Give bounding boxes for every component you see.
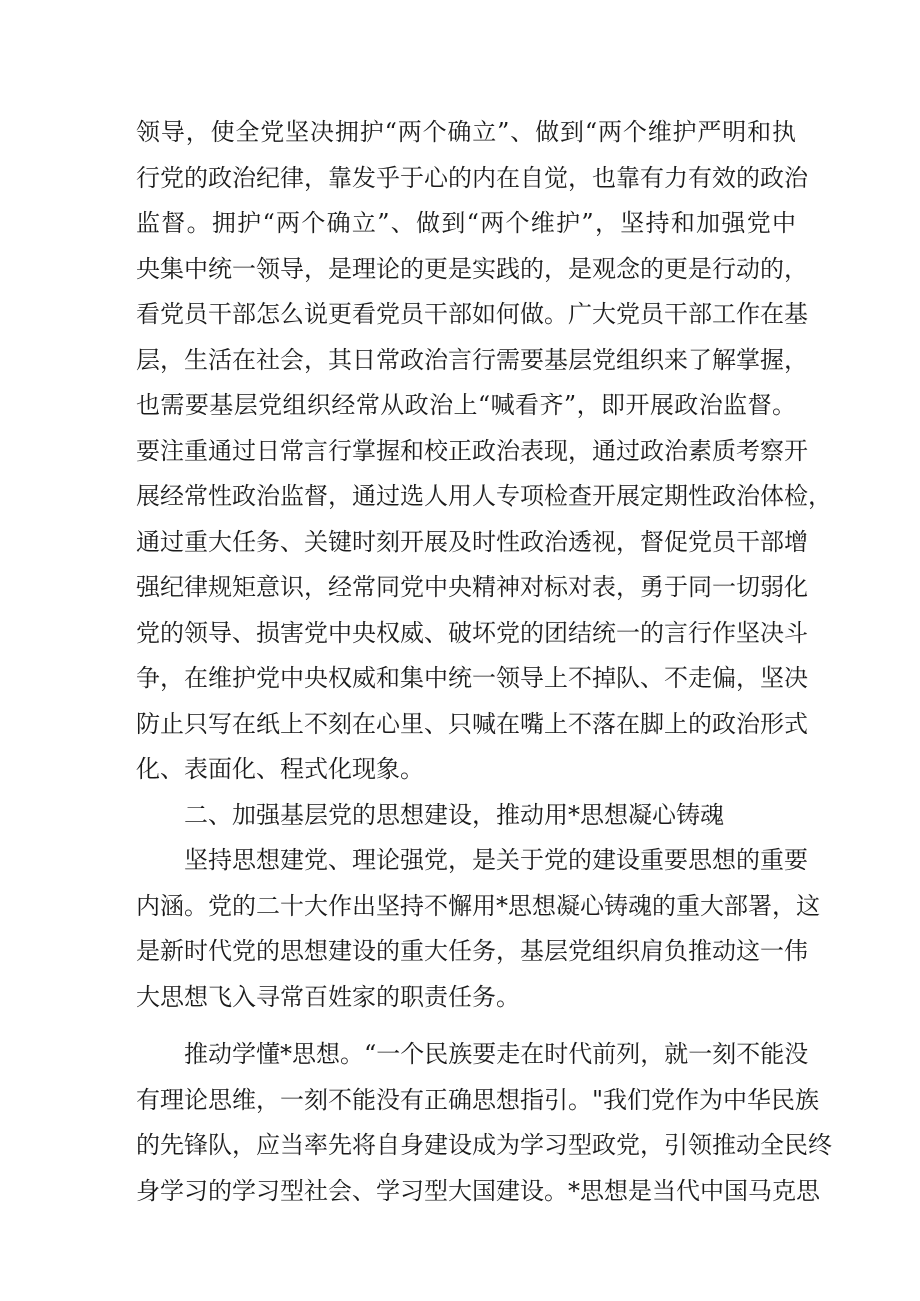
text-line: 防止只写在纸上不刻在心里、只喊在嘴上不落在脚上的政治形式	[136, 709, 808, 738]
text-line: 坚持思想建党、理论强党，是关于党的建设重要思想的重要	[184, 846, 808, 874]
text-line: 化、表面化、程式化现象。	[136, 755, 424, 783]
text-line: 通过重大任务、关键时刻开展及时性政治透视，督促党员干部增	[136, 527, 808, 556]
paragraph-continued	[136, 110, 832, 793]
text-line: 也需要基层党组织经常从政治上“喊看齐”，即开展政治监督。	[136, 391, 796, 419]
text-line: 行党的政治纪律，靠发乎于心的内在自觉，也靠有力有效的政治	[136, 163, 808, 192]
text-line: 是新时代党的思想建设的重大任务，基层党组织肩负推动这一伟	[136, 937, 808, 965]
paragraph-gap	[136, 1020, 796, 1032]
text-line: 监督。拥护“两个确立”、做到“两个维护”，坚持和加强党中	[136, 209, 796, 237]
text-line: 展经常性政治监督，通过选人用人专项检查开展定期性政治体检，	[136, 482, 832, 510]
text-line: 央集中统一领导，是理论的更是实践的，是观念的更是行动的，	[136, 254, 808, 283]
document-body	[136, 110, 832, 1214]
text-line: 有理论思维，一刻不能没有正确思想指引。"我们党作为中华民族	[136, 1085, 820, 1114]
text-line: 层，生活在社会，其日常政治言行需要基层党组织来了解掌握，	[136, 345, 808, 374]
text-line: 的先锋队，应当率先将自身建设成为学习型政党，引领推动全民终	[136, 1131, 832, 1159]
text-line: 领导，使全党坚决拥护“两个确立”、做到“两个维护严明和执	[136, 118, 796, 146]
paragraph	[136, 1032, 832, 1214]
paragraph	[136, 838, 820, 1020]
text-line: 内涵。党的二十大作出坚持不懈用*思想凝心铸魂的重大部署，这	[136, 891, 820, 920]
text-line: 身学习的学习型社会、学习型大国建设。*思想是当代中国马克思	[136, 1176, 820, 1205]
text-line: 要注重通过日常言行掌握和校正政治表现，通过政治素质考察开	[136, 436, 808, 465]
text-line: 大思想飞入寻常百姓家的职责任务。	[136, 982, 520, 1011]
section-heading: 二、加强基层党的思想建设，推动用*思想凝心铸魂	[184, 800, 724, 829]
text-line: 强纪律规矩意识，经常同党中央精神对标对表，勇于同一切弱化	[136, 573, 808, 601]
text-line: 党的领导、损害党中央权威、破坏党的团结统一的言行作坚决斗	[136, 618, 808, 647]
text-line: 看党员干部怎么说更看党员干部如何做。广大党员干部工作在基	[136, 300, 808, 328]
text-line: 推动学懂*思想。“一个民族要走在时代前列，就一刻不能没	[184, 1040, 809, 1068]
text-line: 争，在维护党中央权威和集中统一领导上不掉队、不走偏，坚决	[136, 664, 808, 692]
